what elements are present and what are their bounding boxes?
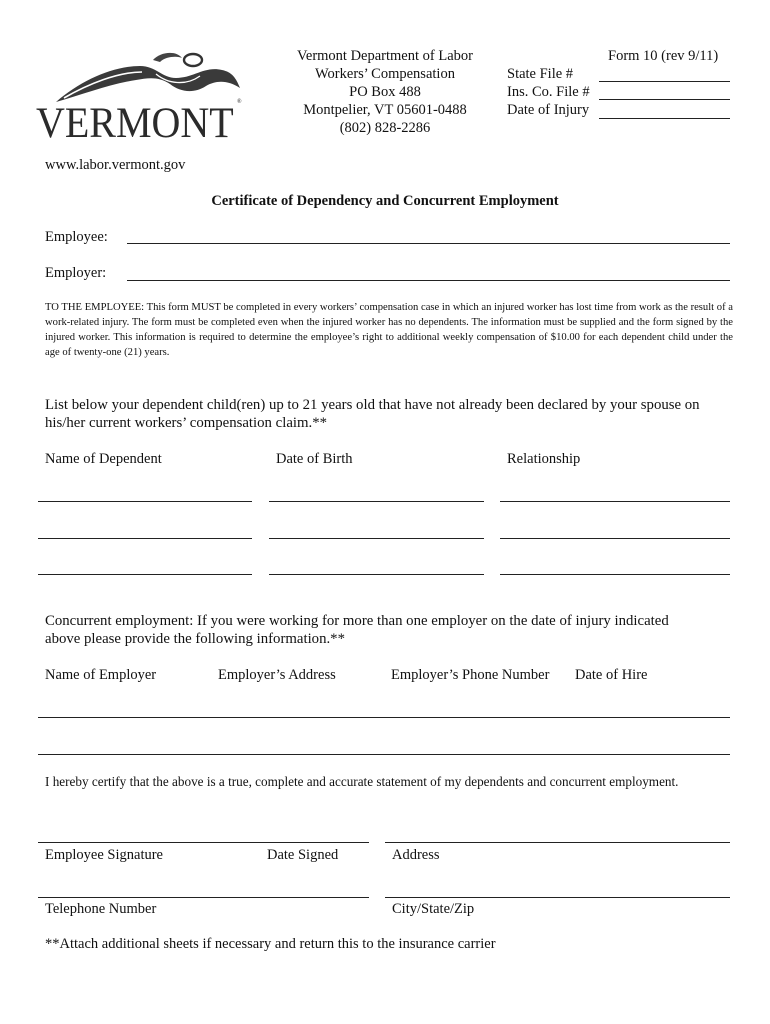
city-state-zip-field[interactable] [385,897,730,898]
ins-co-file-label: Ins. Co. File # [507,84,590,100]
dependent-1-name-field[interactable] [38,501,252,502]
mountain-swoosh-icon [36,44,251,106]
employee-field[interactable] [127,243,730,244]
date-signed-label: Date Signed [267,847,339,863]
vermont-logo [36,44,251,147]
date-of-injury-field[interactable] [599,118,730,119]
state-file-field[interactable] [599,81,730,82]
form-title: Certificate of Dependency and Concurrent Employment [211,193,559,209]
dependent-3-relationship-field[interactable] [500,574,730,575]
employer-field[interactable] [127,280,730,281]
date-of-injury-label: Date of Injury [507,102,590,118]
col-date-of-hire: Date of Hire [575,667,648,683]
agency-division: Workers’ Compensation [315,66,455,82]
agency-name: Vermont Department of Labor [297,48,473,64]
dependent-1-relationship-field[interactable] [500,501,730,502]
concurrent-intro-line1: Concurrent employment: If you were working for more than one employer on the date of injury indicated [45,613,669,629]
employee-signature-field[interactable] [38,842,369,843]
agency-address [275,47,495,137]
concurrent-employer-row-2[interactable] [38,754,730,755]
col-employer-phone: Employer’s Phone Number [391,667,550,683]
dependents-intro-line1: List below your dependent child(ren) up to 21 years old that have not already been declared by your spouse on [45,397,700,413]
website-link[interactable]: www.labor.vermont.gov [45,157,186,173]
employee-signature-label: Employee Signature [45,847,163,863]
city-state-zip-label: City/State/Zip [392,901,475,917]
dependents-intro-line2: his/her current workers’ compensation claim.** [45,415,328,431]
agency-po-box: PO Box 488 [349,84,421,100]
dependent-2-dob-field[interactable] [269,538,484,539]
form-id: Form 10 (rev 9/11) [608,48,719,64]
dependent-1-dob-field[interactable] [269,501,484,502]
dependent-3-name-field[interactable] [38,574,252,575]
agency-city: Montpelier, VT 05601-0488 [303,102,467,118]
col-name-of-dependent: Name of Dependent [45,451,162,467]
dependent-2-name-field[interactable] [38,538,252,539]
employee-label: Employee: [45,229,108,245]
registered-mark: ® [237,99,242,105]
attachment-footnote: **Attach additional sheets if necessary and return this to the insurance carrier [45,936,496,952]
col-relationship: Relationship [507,451,581,467]
state-file-label: State File # [507,66,574,82]
logo-wordmark: VERMONT [36,100,234,147]
telephone-field[interactable] [38,897,369,898]
telephone-label: Telephone Number [45,901,157,917]
dependent-3-dob-field[interactable] [269,574,484,575]
col-date-of-birth: Date of Birth [276,451,353,467]
col-name-of-employer: Name of Employer [45,667,157,683]
certification-statement: I hereby certify that the above is a true, complete and accurate statement of my dependents and concurrent employment. [45,774,679,789]
dependent-2-relationship-field[interactable] [500,538,730,539]
ins-co-file-field[interactable] [599,99,730,100]
employer-label: Employer: [45,265,107,281]
address-field[interactable] [385,842,730,843]
col-employer-address: Employer’s Address [218,667,336,683]
concurrent-intro-line2: above please provide the following information.** [45,631,345,647]
concurrent-employer-row-1[interactable] [38,717,730,718]
address-label: Address [392,847,440,863]
employee-instructions: TO THE EMPLOYEE: This form MUST be completed in every workers’ compensation case in which an injured worker has lost time from work as the result of a work-related injury. The form must be completed even when the injured worker has no dependents. The information must be supplied and the form signed by the injured worker. This information is required to determine the employee’s right to additional weekly compensation of $10.00 for each dependent child under the age of twenty-one (21) years. [45,302,733,358]
agency-phone: (802) 828-2286 [339,120,431,136]
